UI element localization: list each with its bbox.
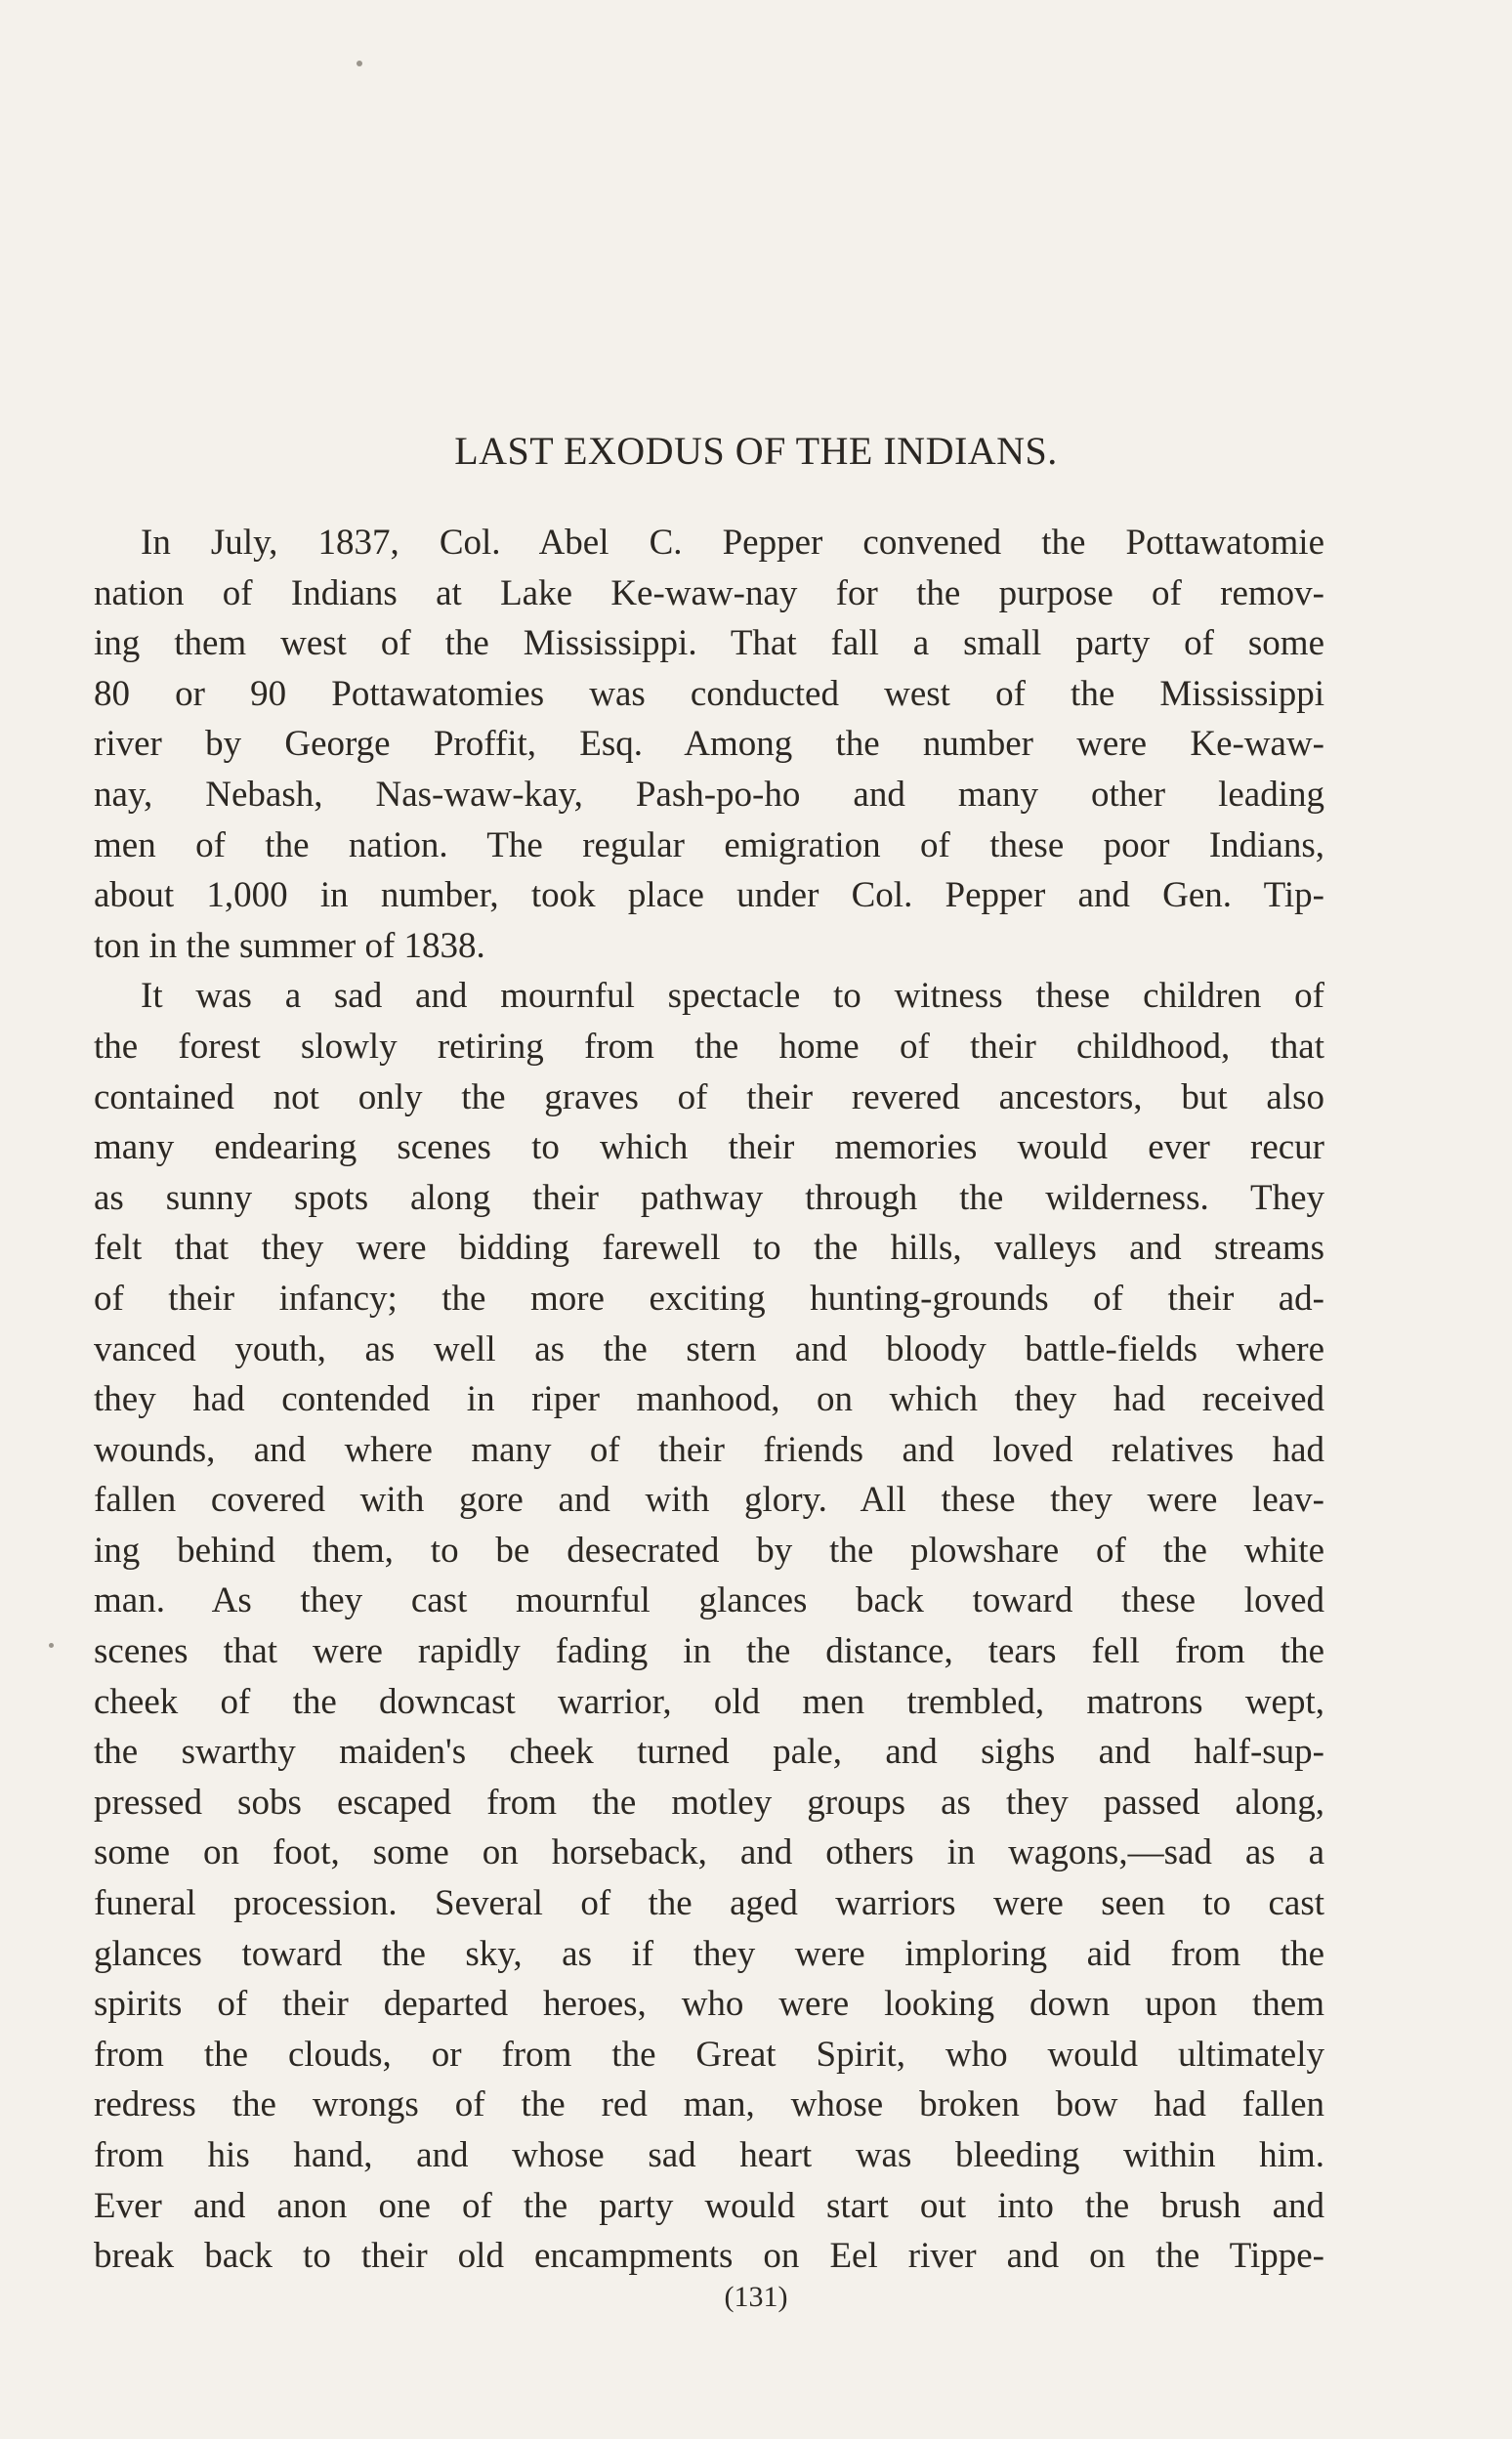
text-line: scenes that were rapidly fading in the distance, tears fell from the — [94, 1631, 1324, 1672]
page-speck — [357, 61, 362, 66]
text-line: man. As they cast mournful glances back toward these loved — [94, 1580, 1324, 1621]
text-line: Ever and anon one of the party would start out into the brush and — [94, 2185, 1324, 2226]
text-line: break back to their old encampments on Eel river and on the Tippe- — [94, 2236, 1324, 2277]
text-line: nay, Nebash, Nas-waw-kay, Pash-po-ho and many other leading — [94, 774, 1324, 815]
text-line: wounds, and where many of their friends and loved relatives had — [94, 1429, 1324, 1470]
text-line: they had contended in riper manhood, on which they had received — [94, 1379, 1324, 1420]
text-line: contained not only the graves of their revered ancestors, but also — [94, 1076, 1324, 1117]
text-line: pressed sobs escaped from the motley groups as they passed along, — [94, 1782, 1324, 1823]
text-line: some on foot, some on horseback, and others in wagons,—sad as a — [94, 1832, 1324, 1873]
text-line: vanced youth, as well as the stern and bloody battle-fields where — [94, 1328, 1324, 1369]
text-line: nation of Indians at Lake Ke-waw-nay for the purpose of remov- — [94, 572, 1324, 613]
paragraph — [94, 518, 1324, 971]
text-line: ing behind them, to be desecrated by the plowshare of the white — [94, 1530, 1324, 1571]
text-line: river by George Proffit, Esq. Among the number were Ke-waw- — [94, 724, 1324, 765]
text-line: cheek of the downcast warrior, old men trembled, matrons wept, — [94, 1681, 1324, 1722]
text-line: as sunny spots along their pathway through the wilderness. They — [94, 1177, 1324, 1218]
text-line: the swarthy maiden's cheek turned pale, and sighs and half-sup- — [94, 1732, 1324, 1773]
body-text — [94, 518, 1324, 2282]
text-line: many endearing scenes to which their memories would ever recur — [94, 1127, 1324, 1168]
text-line: redress the wrongs of the red man, whose broken bow had fallen — [94, 2084, 1324, 2125]
text-line: funeral procession. Several of the aged warriors were seen to cast — [94, 1883, 1324, 1924]
text-line: of their infancy; the more exciting hunting-grounds of their ad- — [94, 1278, 1324, 1319]
text-line: 80 or 90 Pottawatomies was conducted west of the Mississippi — [94, 673, 1324, 714]
text-line: It was a sad and mournful spectacle to witness these children of — [141, 976, 1324, 1017]
text-line: about 1,000 in number, took place under Col. Pepper and Gen. Tip- — [94, 875, 1324, 916]
text-line: from his hand, and whose sad heart was bleeding within him. — [94, 2135, 1324, 2175]
page-number: (131) — [724, 2281, 788, 2313]
text-line: from the clouds, or from the Great Spirit, who would ultimately — [94, 2034, 1324, 2075]
text-line: ing them west of the Mississippi. That fall a small party of some — [94, 623, 1324, 664]
text-line: the forest slowly retiring from the home of their childhood, that — [94, 1026, 1324, 1067]
page-speck — [49, 1643, 54, 1648]
text-line: felt that they were bidding farewell to the hills, valleys and streams — [94, 1228, 1324, 1269]
paragraph — [94, 971, 1324, 2281]
page-title: LAST EXODUS OF THE INDIANS. — [454, 429, 1058, 473]
text-line: men of the nation. The regular emigration of these poor Indians, — [94, 824, 1324, 865]
text-line: ton in the summer of 1838. — [94, 925, 485, 966]
text-line: fallen covered with gore and with glory. All these they were leav- — [94, 1480, 1324, 1521]
text-line: glances toward the sky, as if they were imploring aid from the — [94, 1933, 1324, 1974]
text-line: In July, 1837, Col. Abel C. Pepper convened the Pottawatomie — [141, 523, 1324, 563]
text-line: spirits of their departed heroes, who were looking down upon them — [94, 1984, 1324, 2025]
